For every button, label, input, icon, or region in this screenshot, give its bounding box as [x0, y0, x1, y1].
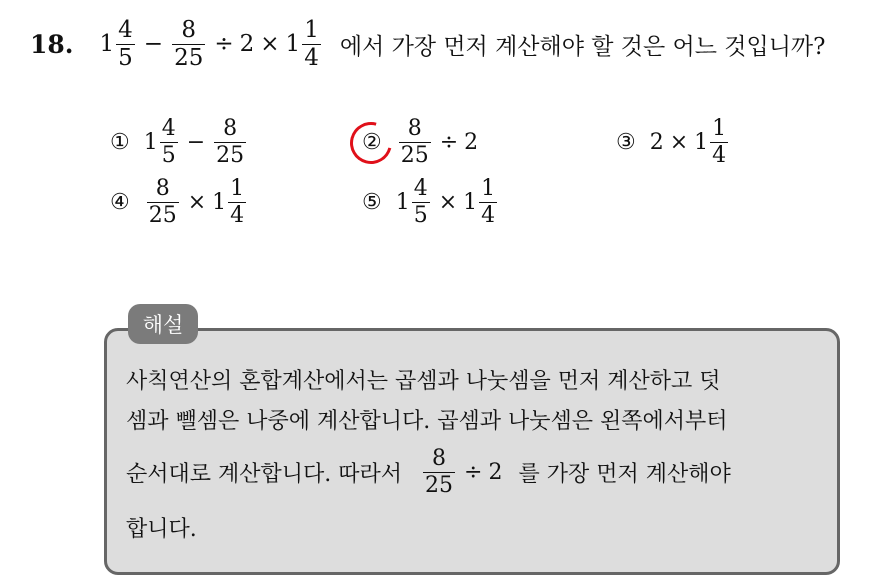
question-text: 에서 가장 먼저 계산해야 할 것은 어느 것입니까? [339, 33, 826, 60]
denominator: 25 [148, 203, 177, 228]
numerator: 8 [432, 445, 447, 471]
option-marker-symbol: ② [362, 130, 382, 155]
operator: − [186, 130, 206, 155]
denominator: 4 [712, 143, 727, 168]
option-4[interactable] [110, 178, 249, 227]
option-expression [396, 118, 478, 167]
explanation-line-3-text: 순서대로 계산합니다. 따라서 [126, 461, 403, 487]
option-marker: ① [110, 130, 130, 155]
numerator: 1 [481, 176, 496, 201]
denominator: 4 [230, 203, 245, 228]
option-marker: ④ [110, 190, 130, 215]
operator: × [669, 130, 689, 155]
fraction [710, 118, 728, 167]
option-marker: ⑤ [362, 190, 382, 215]
option-1[interactable] [110, 118, 249, 167]
number: 2 [649, 130, 664, 155]
fraction [160, 118, 178, 167]
explanation-label: 해설 [128, 304, 198, 344]
fraction [412, 178, 430, 227]
mixed-whole: 1 [463, 190, 478, 215]
numerator: 8 [155, 176, 170, 201]
denominator: 25 [216, 143, 245, 168]
fraction [479, 178, 497, 227]
denominator: 5 [413, 203, 428, 228]
answer-circle-mark [342, 114, 399, 171]
fraction [147, 178, 179, 227]
explanation-line-1: 사칙연산의 혼합계산에서는 곱셈과 나눗셈을 먼저 계산하고 덧 [126, 369, 721, 394]
number: 2 [488, 459, 503, 485]
mixed-whole: 1 [285, 31, 301, 57]
option-expression [650, 118, 731, 167]
mixed-whole: 1 [212, 190, 227, 215]
numerator: 4 [161, 116, 176, 141]
explanation-line-3 [126, 442, 731, 502]
option-3[interactable] [616, 118, 731, 167]
mixed-whole: 1 [694, 130, 709, 155]
denominator: 5 [161, 143, 176, 168]
question-number: 18. [30, 29, 74, 59]
numerator: 8 [223, 116, 238, 141]
divide-operator: ÷ [214, 31, 234, 57]
explanation-line-2: 셈과 뺄셈은 나중에 계산합니다. 곱셈과 나눗셈은 왼쪽에서부터 [126, 409, 728, 434]
explanation-line-3-text-end: 를 가장 먼저 계산해야 [518, 461, 731, 487]
fraction [214, 118, 246, 167]
operator: ÷ [439, 130, 459, 155]
numerator: 8 [181, 16, 197, 43]
option-expression [144, 178, 249, 227]
option-marker: ③ [616, 130, 636, 155]
fraction [302, 16, 321, 71]
fraction [423, 445, 455, 498]
numerator: 4 [118, 16, 133, 43]
option-5[interactable] [362, 178, 500, 227]
numerator: 1 [304, 16, 319, 43]
explanation-line-4: 합니다. [126, 517, 197, 542]
mixed-whole: 1 [99, 31, 115, 57]
option-expression [396, 178, 500, 227]
times-operator: × [260, 31, 280, 57]
denominator: 4 [304, 44, 319, 71]
mixed-whole: 1 [143, 130, 158, 155]
number: 2 [464, 130, 479, 155]
numerator: 1 [230, 176, 245, 201]
denominator: 25 [174, 44, 204, 71]
operator: ÷ [464, 459, 483, 485]
denominator: 4 [481, 203, 496, 228]
minus-operator: − [143, 31, 164, 57]
fraction [116, 16, 135, 71]
fraction [228, 178, 246, 227]
option-expression [144, 118, 249, 167]
operator: × [438, 190, 458, 215]
option-marker [362, 130, 382, 155]
denominator: 25 [425, 472, 454, 498]
fraction [399, 118, 431, 167]
number: 2 [239, 31, 255, 57]
numerator: 4 [413, 176, 428, 201]
mixed-whole: 1 [395, 190, 410, 215]
question-line [30, 14, 825, 74]
operator: × [187, 190, 207, 215]
denominator: 25 [400, 143, 429, 168]
fraction [172, 16, 205, 71]
question-expression [99, 16, 324, 71]
numerator: 8 [407, 116, 422, 141]
numerator: 1 [712, 116, 727, 141]
explanation-expression [420, 445, 503, 498]
denominator: 5 [118, 44, 133, 71]
option-2[interactable] [362, 118, 478, 167]
